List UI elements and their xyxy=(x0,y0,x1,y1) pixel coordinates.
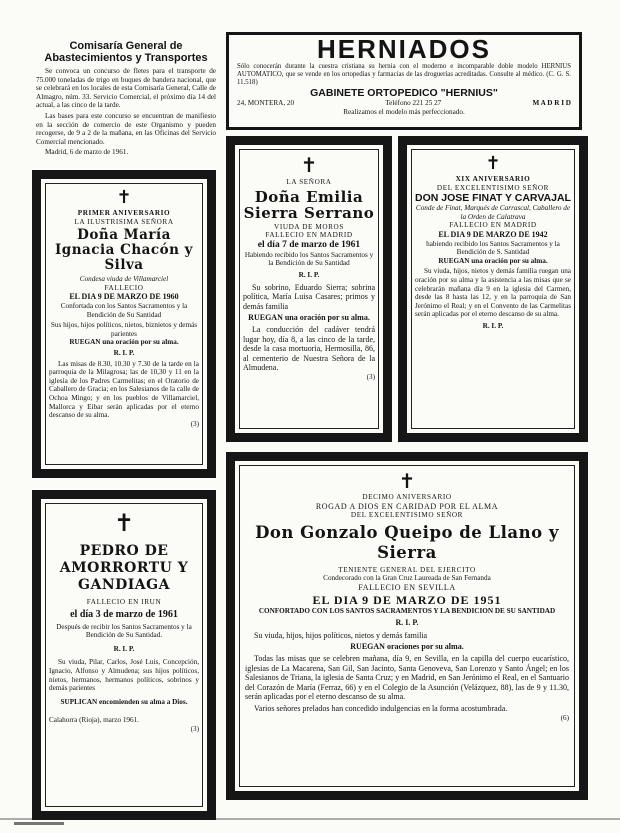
chacon-family: Sus hijos, hijos políticos, nietos, biznietos y demás parientes xyxy=(50,321,198,338)
chacon-sacraments: Confortada con los Santos Sacramentos y la Bendición de Su Santidad xyxy=(60,301,188,319)
chacon-title: Condesa viuda de Villamarciel xyxy=(79,275,169,284)
scan-mark xyxy=(14,822,64,825)
amorrortu-date: el día 3 de marzo de 1961 xyxy=(70,608,178,620)
queipo-lord: DEL EXCELENTISIMO SEÑOR xyxy=(350,511,464,520)
queipo-rogad: ROGAD A DIOS EN CARIDAD POR EL ALMA xyxy=(315,501,499,511)
finat-family: Su viuda, hijos, nietos y demás familia ruegan una oración por su alma y la asistencia a las misas que se celebrarán mañana día 9 en la iglesia del Carmen, desde las 8 hasta las 12, y en la parroquia de San Jerónimo el Real; y en el Convento de las Carmelitas serán aplicadas por el eterno descanso de su alma. xyxy=(415,267,571,319)
sierra-sacraments: Habiendo recibido los Santos Sacramentos y la Bendición de Su Santidad xyxy=(244,250,374,268)
amorrortu-sacraments: Después de recibir los Santos Sacramentos y la Bendición de Su Santidad. xyxy=(56,622,192,640)
chacon-date: EL DIA 9 DE MARZO DE 1960 xyxy=(69,292,179,302)
comisaria-notice xyxy=(36,40,216,168)
queipo-date: EL DIA 9 DE MARZO DE 1951 xyxy=(312,592,502,607)
sierra-name: Doña Emilia Sierra Serrano xyxy=(243,187,375,222)
obituary-queipo xyxy=(226,452,588,800)
sierra-fallecio: FALLECIO EN MADRID xyxy=(265,231,353,240)
chacon-aniversary: PRIMER ANIVERSARIO xyxy=(77,209,171,217)
finat-sacraments: habiendo recibido los Santos Sacramentos y la Bendición de S. Santidad xyxy=(426,239,560,257)
cross-icon: ✝ xyxy=(485,153,501,174)
queipo-masses: Todas las misas que se celebren mañana, día 9, en Sevilla, en la capilla del cuerpo eucarístico, iglesias de La Macarena, San Gil, San Jacinto, Santa Genoveva, San Lorenzo y Santo Ángel; en los Salesianos de Triana, la iglesia de Santa Cruz; y en Madrid, en San Jerónimo el Real, en el Santuario del Corazón de María (Ferraz, 66) y en el Colegio de la Asunción (Velázquez, 88), las de 9 y 11.30, serán aplicadas por el eterno descanso de su alma. xyxy=(245,653,569,702)
sierra-widow: VIUDA DE MOROS xyxy=(274,222,344,231)
queipo-ref: (6) xyxy=(560,713,569,722)
obituary-finat xyxy=(398,136,588,442)
amorrortu-rip: R. I. P. xyxy=(113,644,135,653)
finat-titles: Conde de Finat, Marqués de Carrascal, Caballero de la Orden de Calatrava xyxy=(415,204,571,221)
finat-ruegan: RUEGAN una oración por su alma. xyxy=(438,256,548,265)
amorrortu-ref: (3) xyxy=(190,724,199,733)
sierra-date: el día 7 de marzo de 1961 xyxy=(257,239,361,250)
queipo-ruegan: RUEGAN oraciones por su alma. xyxy=(350,642,464,652)
chacon-name: Doña María Ignacia Chacón y Silva xyxy=(54,227,193,274)
obituary-amorrortu xyxy=(32,490,216,820)
herniados-ad xyxy=(226,32,582,130)
sierra-lady: LA SEÑORA xyxy=(286,178,332,186)
queipo-fallecio: FALLECIO EN SEVILLA xyxy=(358,582,456,592)
amorrortu-family: Su viuda, Pilar, Carlos, José Luis, Concepción, Ignacio, Alfonso y Almudena; sus hijos políticos, nietos, hermanos, hermanos políticos, sobrinos y demás parientes xyxy=(49,658,199,693)
queipo-rip: R. I. P. xyxy=(395,618,419,628)
queipo-name: Don Gonzalo Queipo de Llano y Sierra xyxy=(255,522,559,562)
queipo-sacraments: CONFORTADO CON LOS SANTOS SACRAMENTOS Y LA BENDICION DE SU SANTIDAD xyxy=(258,606,556,615)
herniados-address: 24, MONTERA, 20 xyxy=(237,99,295,108)
queipo-aniversary: DECIMO ANIVERSARIO xyxy=(362,493,452,501)
cross-icon: ✝ xyxy=(398,469,416,493)
cross-icon: ✝ xyxy=(300,153,318,177)
herniados-city: M A D R I D xyxy=(532,99,571,108)
chacon-lady: LA ILUSTRISIMA SEÑORA xyxy=(74,217,174,226)
comisaria-paragraph-1: Se convoca un concurso de fletes para el transporte de 75.000 toneladas de trigo en buques de bandera nacional, que se celebrará en los locales de esta Comisaría General, Calle de Almagro, núm. 33. Servicio Comercial, el próximo día 14 del actual, a las cinco de la tarde. xyxy=(36,67,216,110)
queipo-rank: TENIENTE GENERAL DEL EJERCITO xyxy=(338,565,476,574)
amorrortu-name: PEDRO DE AMORRORTU Y GANDIAGA xyxy=(59,543,189,593)
sierra-family: Su sobrino, Eduardo Sierra; sobrina política, María Luisa Casares; primos y demás familia xyxy=(243,282,375,311)
herniados-note: Realizamos el modelo más perfeccionado. xyxy=(343,107,465,116)
queipo-decoration: Condecorado con la Gran Cruz Laureada de San Fernanda xyxy=(323,574,491,583)
finat-rip: R. I. P. xyxy=(482,321,504,330)
chacon-ref: (3) xyxy=(190,419,199,428)
amorrortu-suplican: SUPLICAN encomienden su alma a Dios. xyxy=(60,697,188,706)
sierra-funeral: La conducción del cadáver tendrá lugar hoy, día 8, a las cinco de la tarde, desde la casa mortuoria, Hermosilla, 86, al cementerio de Nuestra Señora de la Almudena. xyxy=(243,324,375,373)
finat-date: EL DIA 9 DE MARZO DE 1942 xyxy=(438,229,548,239)
queipo-family: Su viuda, hijos, hijos políticos, nietos y demás familia xyxy=(254,630,428,640)
sierra-ruegan: RUEGAN una oración por su alma. xyxy=(248,313,370,323)
chacon-fallecio: FALLECIO xyxy=(104,283,144,292)
amorrortu-footer: Calahorra (Rioja), marzo 1961. xyxy=(49,716,140,725)
sierra-rip: R. I. P. xyxy=(298,270,320,279)
obituary-chacon xyxy=(32,170,216,478)
chacon-ruegan: RUEGAN una oración por su alma. xyxy=(69,338,179,347)
chacon-rip: R. I. P. xyxy=(113,348,135,357)
comisaria-date: Madrid, 6 de marzo de 1961. xyxy=(45,148,129,157)
cross-icon: ✝ xyxy=(113,509,135,537)
finat-name: DON JOSE FINAT Y CARVAJAL xyxy=(415,192,571,205)
comisaria-title: Comisaría General de Abastecimientos y Transportes xyxy=(44,40,208,64)
cross-icon: ✝ xyxy=(116,187,132,208)
amorrortu-fallecio: FALLECIO EN IRUN xyxy=(86,598,162,606)
scan-mark xyxy=(0,818,620,820)
herniados-title: HERNIADOS xyxy=(316,34,491,64)
sierra-ref: (3) xyxy=(366,372,375,381)
obituary-sierra xyxy=(226,136,392,442)
herniados-gabinete: GABINETE ORTOPEDICO "HERNIUS" xyxy=(310,87,498,100)
chacon-masses: Las misas de 8.30, 10.30 y 7.30 de la tarde en la parroquia de la Milagrosa; las de 10,30 y 11 en la iglesia de los Padres Carmelitas; en el Oratorio de Caballero de Gracia; en los Salesianos de la calle de Ochoa Mingo; y en los pueblos de Villamarciel, Mallorca y Eibar serán aplicadas por el eterno descanso de su alma. xyxy=(49,359,199,420)
herniados-body: Sólo conocerán durante la cuestra cristiana su hernia con el moderno e incomparable doble modelo HERNIUS AUTOMATICO, que se vende en los ortopedias y farmacias de las droguerías acreditadas. Consulte al médico. (C. G. S. 11.518) xyxy=(237,63,571,86)
finat-aniversary: XIX ANIVERSARIO xyxy=(455,175,531,183)
queipo-indulgences: Varios señores prelados han concedido indulgencias en la forma acostumbrada. xyxy=(254,703,508,713)
comisaria-paragraph-2: Las bases para este concurso se encuentran de manifiesto en la sección de comercio de este Organismo y pueden recogerse, de 9 a 2 de la mañana, en las Oficinas del Servicio Comercial mencionado. xyxy=(36,111,216,146)
finat-fallecio: FALLECIO EN MADRID xyxy=(449,221,537,230)
herniados-phone: Teléfono 221 25 27 xyxy=(385,99,442,108)
finat-lord: DEL EXCELENTISIMO SEÑOR xyxy=(436,183,550,192)
